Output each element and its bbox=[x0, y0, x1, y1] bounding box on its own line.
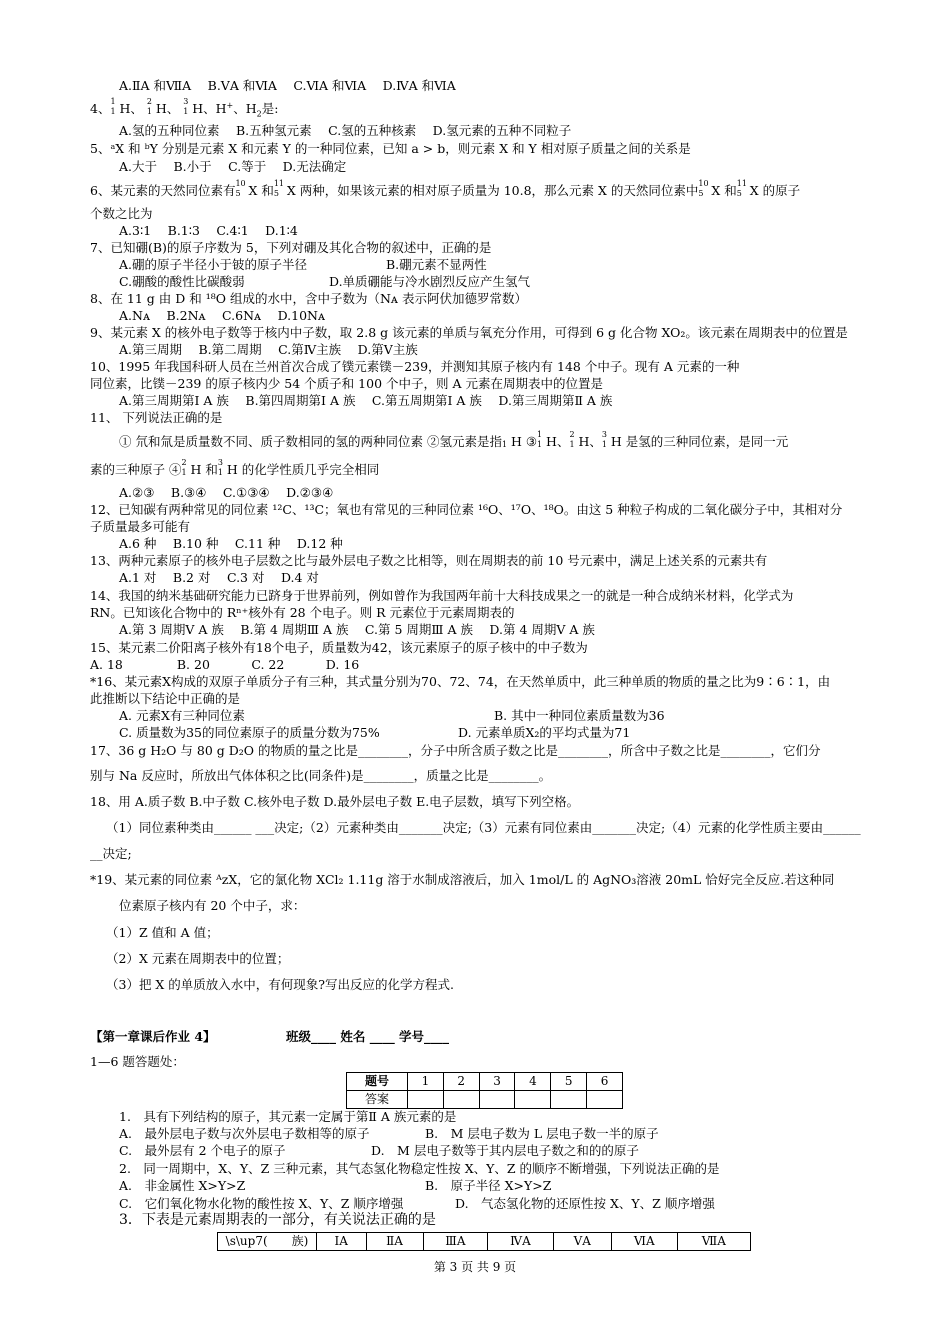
q19-question-line2: 位素原子核内有 20 个中子，求： bbox=[119, 898, 306, 913]
q9-question: 9、某元素 X 的核外电子数等于核内中子数，取 2.8 g 该元素的单质与氧充分作用，可得到 6 g 化合物 XO₂。该元素在周期表中的位置是 bbox=[90, 325, 848, 340]
table-header-cell: 4 bbox=[515, 1073, 551, 1091]
q18-question: 18、用 A.质子数 B.中子数 C.核外电子数 D.最外层电子数 E.电子层数，填写下列空格。 bbox=[90, 794, 580, 809]
q8-question: 8、在 11 g 由 D 和 ¹⁸O 组成的水中，含中子数为（Nᴀ 表示阿伏加德罗常数） bbox=[90, 291, 527, 306]
table-header-cell: ⅠA bbox=[317, 1233, 367, 1251]
nuclide-notation: 11 5 bbox=[273, 179, 285, 198]
table-header-cell: 3 bbox=[479, 1073, 515, 1091]
table-header-cell: 6 bbox=[587, 1073, 623, 1091]
table-header-cell: ⅥA bbox=[611, 1233, 677, 1251]
q7-option-a: A.硼的原子半径小于铍的原子半径 bbox=[119, 257, 308, 272]
hw-q2-option-c: C. 它们氧化物水化物的酸性按 X、Y、Z 顺序增强 bbox=[119, 1196, 404, 1211]
q15-options: A. 18 B. 20 C. 22 D. 16 bbox=[90, 657, 360, 672]
table-header-cell: 1 bbox=[408, 1073, 444, 1091]
nuclide-notation: 3 1 bbox=[183, 97, 189, 116]
hw-q3-question: 3．下表是元素周期表的一部分，有关说法正确的是 bbox=[119, 1212, 436, 1228]
q7-question: 7、已知硼(B)的原子序数为 5，下列对硼及其化合物的叙述中，正确的是 bbox=[90, 240, 492, 255]
q19-part2: （2）X 元素在周期表中的位置； bbox=[106, 951, 290, 966]
q16-option-c: C. 质量数为35的同位素原子的质量分数为75% bbox=[119, 725, 380, 740]
hw-q1-option-c: C. 最外层有 2 个电子的原子 bbox=[119, 1143, 286, 1158]
nuclide-notation: 10 5 bbox=[698, 179, 709, 198]
q16-question-line1: *16、某元素X构成的双原子单质分子有三种，其式量分别为70、72、74，在天然单质中，此三种单质的物质的量之比为9∶6∶1，由 bbox=[90, 674, 831, 689]
q9-options: A.第三周期 B.第二周期 C.第Ⅳ主族 D.第Ⅴ主族 bbox=[119, 342, 418, 357]
table-header-cell: \s\up7( 族) bbox=[218, 1233, 317, 1251]
q8-options: A.Nᴀ B.2Nᴀ C.6Nᴀ D.10Nᴀ bbox=[119, 308, 326, 323]
table-header-cell: ⅢA bbox=[423, 1233, 488, 1251]
q6-options: A.3∶1 B.1∶3 C.4∶1 D.1∶4 bbox=[119, 223, 298, 238]
hw-q1-option-d: D. M 层电子数等于其内层电子数之和的的原子 bbox=[371, 1143, 639, 1158]
q13-question: 13、两种元素原子的核外电子层数之比与最外层电子数之比相等，则在周期表的前 10 号元素中，满足上述关系的元素共有 bbox=[90, 553, 768, 568]
q15-question: 15、某元素二价阳离子核外有18个电子，质量数为42，该元素原子的原子核中的中子数为 bbox=[90, 640, 588, 655]
periodic-table bbox=[217, 1232, 751, 1251]
q6-question-line2: 个数之比为 bbox=[90, 206, 153, 221]
answer-table bbox=[346, 1072, 623, 1109]
answer-area-label: 1—6 题答题处： bbox=[90, 1054, 185, 1069]
q19-question-line1: *19、某元素的同位素 ᴬzX，它的氯化物 XCl₂ 1.11g 溶于水制成溶液后，加入 1mol/L 的 AgNO₃溶液 20mL 恰好完全反应.若这种同 bbox=[90, 872, 835, 887]
q14-question-line1: 14、我国的纳米基础研究能力已跻身于世界前列，例如曾作为我国两年前十大科技成果之一的就是一种合成纳米材料，化学式为 bbox=[90, 588, 794, 603]
q14-options: A.第 3 周期Ⅴ A 族 B.第 4 周期Ⅲ A 族 C.第 5 周期Ⅲ A 族 D.第 4 周期Ⅴ A 族 bbox=[119, 622, 595, 637]
q16-question-line2: 此推断以下结论中正确的是 bbox=[90, 691, 241, 706]
table-header-cell: ⅤA bbox=[553, 1233, 611, 1251]
nuclide-notation: 3 1 bbox=[601, 430, 607, 449]
q11-question: 11、 下列说法正确的是 bbox=[90, 410, 223, 425]
hw-q2-option-b: B. 原子半径 X>Y>Z bbox=[425, 1178, 552, 1193]
q19-part1: （1）Z 值和 A 值； bbox=[106, 925, 219, 940]
q11-statements-line1: ① 氘和氚是质量数不同、质子数相同的氢的两种同位素 ②氢元素是指 1 H ③ 1 1 H、 2 1 H、 3 1 H 是氢的三种同位素，是同一元 bbox=[119, 430, 789, 449]
q16-option-d: D. 元素单质X₂的平均式量为71 bbox=[458, 725, 631, 740]
answer-cell-4[interactable] bbox=[515, 1091, 551, 1109]
answer-cell-2[interactable] bbox=[443, 1091, 479, 1109]
q5-options: A.大于 B.小于 C.等于 D.无法确定 bbox=[119, 159, 347, 174]
table-row bbox=[347, 1091, 623, 1109]
q17-question-line1: 17、36 g H₂O 与 80 g D₂O 的物质的量之比是________，分子中所含质子数之比是________，所含中子数之比是________，它们分 bbox=[90, 743, 821, 758]
q7-option-c: C.硼酸的酸性比碳酸弱 bbox=[119, 274, 245, 289]
q12-question-line2: 子质量最多可能有 bbox=[90, 519, 191, 534]
hw-q1-question: 1. 具有下列结构的原子，其元素一定属于第Ⅱ A 族元素的是 bbox=[119, 1109, 457, 1124]
q3-options: A.ⅡA 和ⅦA B.ⅤA 和ⅥA C.ⅥA 和ⅥA D.ⅣA 和ⅥA bbox=[119, 78, 456, 93]
q6-question: 6、某元素的天然同位素有 10 5 X 和 11 5 X 两种，如果该元素的相对原子质量为 10.8，那么元素 X 的天然同位素中 10 5 X 和 11 5 X 的原子 bbox=[90, 179, 801, 198]
q19-part3: （3）把 X 的单质放入水中，有何现象?写出反应的化学方程式. bbox=[106, 977, 454, 992]
q18-blanks: （1）同位素种类由______ ___决定;（2）元素种类由_______决定;（3）元素有同位素由_______决定;（4）元素的化学性质主要由______ bbox=[106, 820, 861, 835]
table-header-cell: 5 bbox=[551, 1073, 587, 1091]
nuclide-notation: 11 5 bbox=[736, 179, 747, 198]
nuclide-notation: 2 1 bbox=[569, 430, 575, 449]
table-header-cell: 题号 bbox=[347, 1073, 408, 1091]
hw-q1-option-a: A. 最外层电子数与次外层电子数相等的原子 bbox=[119, 1126, 370, 1141]
nuclide-notation: 2 1 bbox=[181, 458, 187, 477]
nuclide-notation: 1 bbox=[501, 440, 508, 449]
q11-statements-line2: 素的三种原子 ④ 2 1 H 和 3 1 H 的化学性质几乎完全相同 bbox=[90, 458, 380, 477]
q16-option-a: A. 元素X有三种同位素 bbox=[119, 708, 245, 723]
page-footer: 第 3 页 共 9 页 bbox=[433, 1260, 517, 1274]
q5-question: 5、ᵃX 和 ᵇY 分别是元素 X 和元素 Y 的一种同位素，已知 a > b，则元素 X 和 Y 相对原子质量之间的关系是 bbox=[90, 141, 691, 156]
q4-options: A.氢的五种同位素 B.五种氢元素 C.氢的五种核素 D.氢元素的五种不同粒子 bbox=[119, 123, 572, 138]
q10-question-line2: 同位素，比镤－239 的原子核内少 54 个质子和 100 个中子，则 A 元素在周期表中的位置是 bbox=[90, 376, 603, 391]
q16-option-b: B. 其中一种同位素质量数为36 bbox=[494, 708, 665, 723]
q10-options: A.第三周期第Ⅰ A 族 B.第四周期第Ⅰ A 族 C.第五周期第Ⅰ A 族 D.第三周期第Ⅱ A 族 bbox=[119, 393, 613, 408]
table-row-label: 答案 bbox=[347, 1091, 408, 1109]
q14-question-line2: RN。已知该化合物中的 Rⁿ⁺核外有 28 个电子。则 R 元素位于元素周期表的 bbox=[90, 605, 515, 620]
answer-cell-6[interactable] bbox=[587, 1091, 623, 1109]
answer-cell-5[interactable] bbox=[551, 1091, 587, 1109]
nuclide-notation: 3 1 bbox=[217, 458, 223, 477]
table-header-cell: ⅣA bbox=[488, 1233, 554, 1251]
answer-cell-1[interactable] bbox=[408, 1091, 444, 1109]
hw-q2-option-a: A. 非金属性 X>Y>Z bbox=[119, 1178, 246, 1193]
q13-options: A.1 对 B.2 对 C.3 对 D.4 对 bbox=[119, 570, 319, 585]
q18-blanks-line2: __决定; bbox=[90, 846, 132, 861]
q11-options: A.②③ B.③④ C.①③④ D.②③④ bbox=[119, 485, 334, 500]
q4-question: 4、 1 1 H、 2 1 H、 3 1 H、H+、$H_2$是: bbox=[90, 97, 279, 119]
q7-option-d: D.单质硼能与冷水剧烈反应产生氢气 bbox=[329, 274, 531, 289]
homework-fields: 班级____ 姓名 ____ 学号____ bbox=[286, 1029, 450, 1044]
answer-cell-3[interactable] bbox=[479, 1091, 515, 1109]
table-header-cell: ⅦA bbox=[677, 1233, 750, 1251]
hw-q1-option-b: B. M 层电子数为 L 层电子数一半的原子 bbox=[425, 1126, 659, 1141]
q12-question-line1: 12、已知碳有两种常见的同位素 ¹²C、¹³C；氧也有常见的三种同位素 ¹⁶O、¹⁷O、¹⁸O。由这 5 种粒子构成的二氧化碳分子中，其相对分 bbox=[90, 502, 843, 517]
q7-option-b: B.硼元素不显两性 bbox=[386, 257, 487, 272]
nuclide-notation: 1 1 bbox=[110, 97, 116, 116]
table-header-cell: 2 bbox=[443, 1073, 479, 1091]
nuclide-notation: 2 1 bbox=[146, 97, 152, 116]
table-header-cell: ⅡA bbox=[366, 1233, 423, 1251]
table-row bbox=[347, 1073, 623, 1091]
nuclide-notation: 10 5 bbox=[235, 179, 246, 198]
homework-title: 【第一章课后作业 4】 bbox=[90, 1029, 216, 1044]
q17-question-line2: 别与 Na 反应时，所放出气体体积之比(同条件)是________，质量之比是________。 bbox=[90, 768, 552, 783]
hw-q2-question: 2. 同一周期中，X、Y、Z 三种元素，其气态氢化物稳定性按 X、Y、Z 的顺序不断增强，下列说法正确的是 bbox=[119, 1161, 720, 1176]
table-row bbox=[218, 1233, 751, 1251]
nuclide-notation: 1 1 bbox=[537, 430, 543, 449]
q12-options: A.6 种 B.10 种 C.11 种 D.12 种 bbox=[119, 536, 343, 551]
hw-q2-option-d: D. 气态氢化物的还原性按 X、Y、Z 顺序增强 bbox=[455, 1196, 715, 1211]
q10-question-line1: 10、1995 年我国科研人员在兰州首次合成了镤元素镤－239，并测知其原子核内有 148 个中子。现有 A 元素的一种 bbox=[90, 359, 740, 374]
